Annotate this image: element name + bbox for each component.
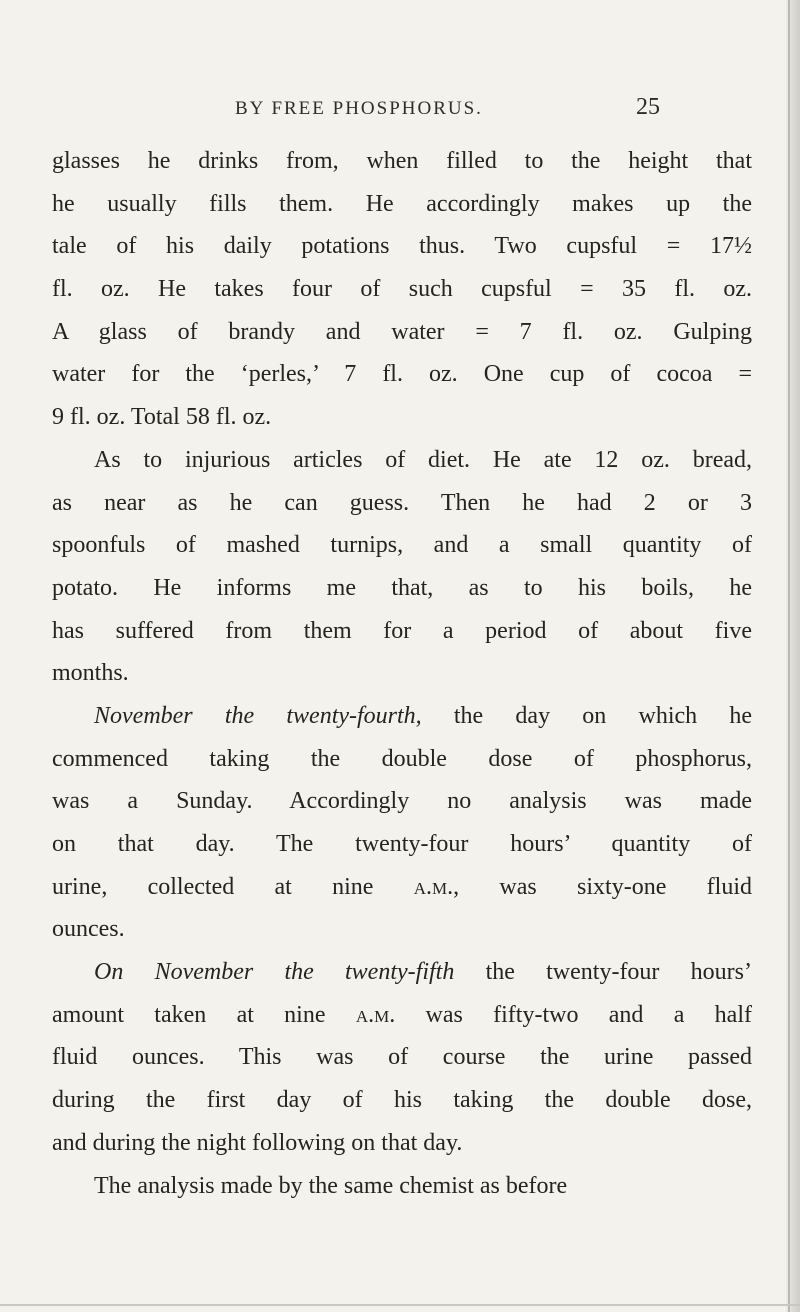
text-line: and during the night following on that day.	[52, 1129, 463, 1156]
text-line: spoonfuls of mashed turnips, and a small quantity of	[52, 532, 752, 559]
text-line	[52, 994, 752, 1037]
text-line: water for the ‘perles,’ 7 fl. oz. One cup of cocoa =	[52, 361, 752, 388]
paragraph-start-line	[52, 951, 752, 994]
text-line	[52, 866, 752, 909]
text-line: tale of his daily potations thus. Two cupsful = 17½	[52, 233, 752, 260]
text-line: on that day. The twenty-four hours’ quantity of	[52, 831, 752, 857]
line-text: urine, collected at nine	[52, 873, 414, 900]
text-line: during the first day of his taking the double dose,	[52, 1087, 752, 1114]
line-text: amount taken at nine	[52, 1001, 356, 1028]
time-abbrev: a.m.,	[413, 873, 460, 900]
text-line: ounces.	[52, 916, 125, 943]
text-line: glasses he drinks from, when filled to the height that	[52, 148, 752, 174]
binding-line	[788, 0, 790, 1312]
text-line: as near as he can guess. Then he had 2 or 3	[52, 489, 752, 516]
text-line: potato. He informs me that, as to his boils, he	[52, 574, 752, 601]
line-text: was sixty-one fluid	[459, 873, 752, 900]
page-number: 25	[636, 94, 660, 120]
text-line: A glass of brandy and water = 7 fl. oz. Gulping	[52, 318, 752, 345]
paragraph-start-line: As to injurious articles of diet. He ate 12 oz. bread,	[94, 446, 752, 473]
text-line: fluid ounces. This was of course the urine passed	[52, 1044, 752, 1071]
paragraph-start-line: The analysis made by the same chemist as before	[94, 1172, 568, 1199]
line-text: the day on which he	[421, 702, 752, 729]
text-line: he usually fills them. He accordingly makes up the	[52, 190, 752, 217]
paragraph-start-line	[52, 695, 752, 738]
time-abbrev: a.m.	[355, 1001, 396, 1028]
text-line: 9 fl. oz. Total 58 fl. oz.	[52, 404, 272, 431]
text-line: has suffered from them for a period of about five	[52, 617, 752, 644]
bottom-edge	[0, 1304, 800, 1306]
text-line: was a Sunday. Accordingly no analysis was made	[52, 788, 752, 815]
italic-date: On November the twenty-fifth	[94, 959, 455, 986]
text-line: fl. oz. He takes four of such cupsful = 35 fl. oz.	[52, 276, 752, 303]
body-text	[52, 140, 752, 1207]
running-head: BY FREE PHOSPHORUS.	[235, 98, 483, 119]
line-text: was fifty-two and a half	[395, 1001, 752, 1028]
text-line: months.	[52, 660, 129, 687]
line-text: the twenty-four hours’	[454, 959, 752, 986]
italic-date: November the twenty-fourth,	[94, 702, 422, 729]
text-line: commenced taking the double dose of phosphorus,	[52, 745, 752, 772]
